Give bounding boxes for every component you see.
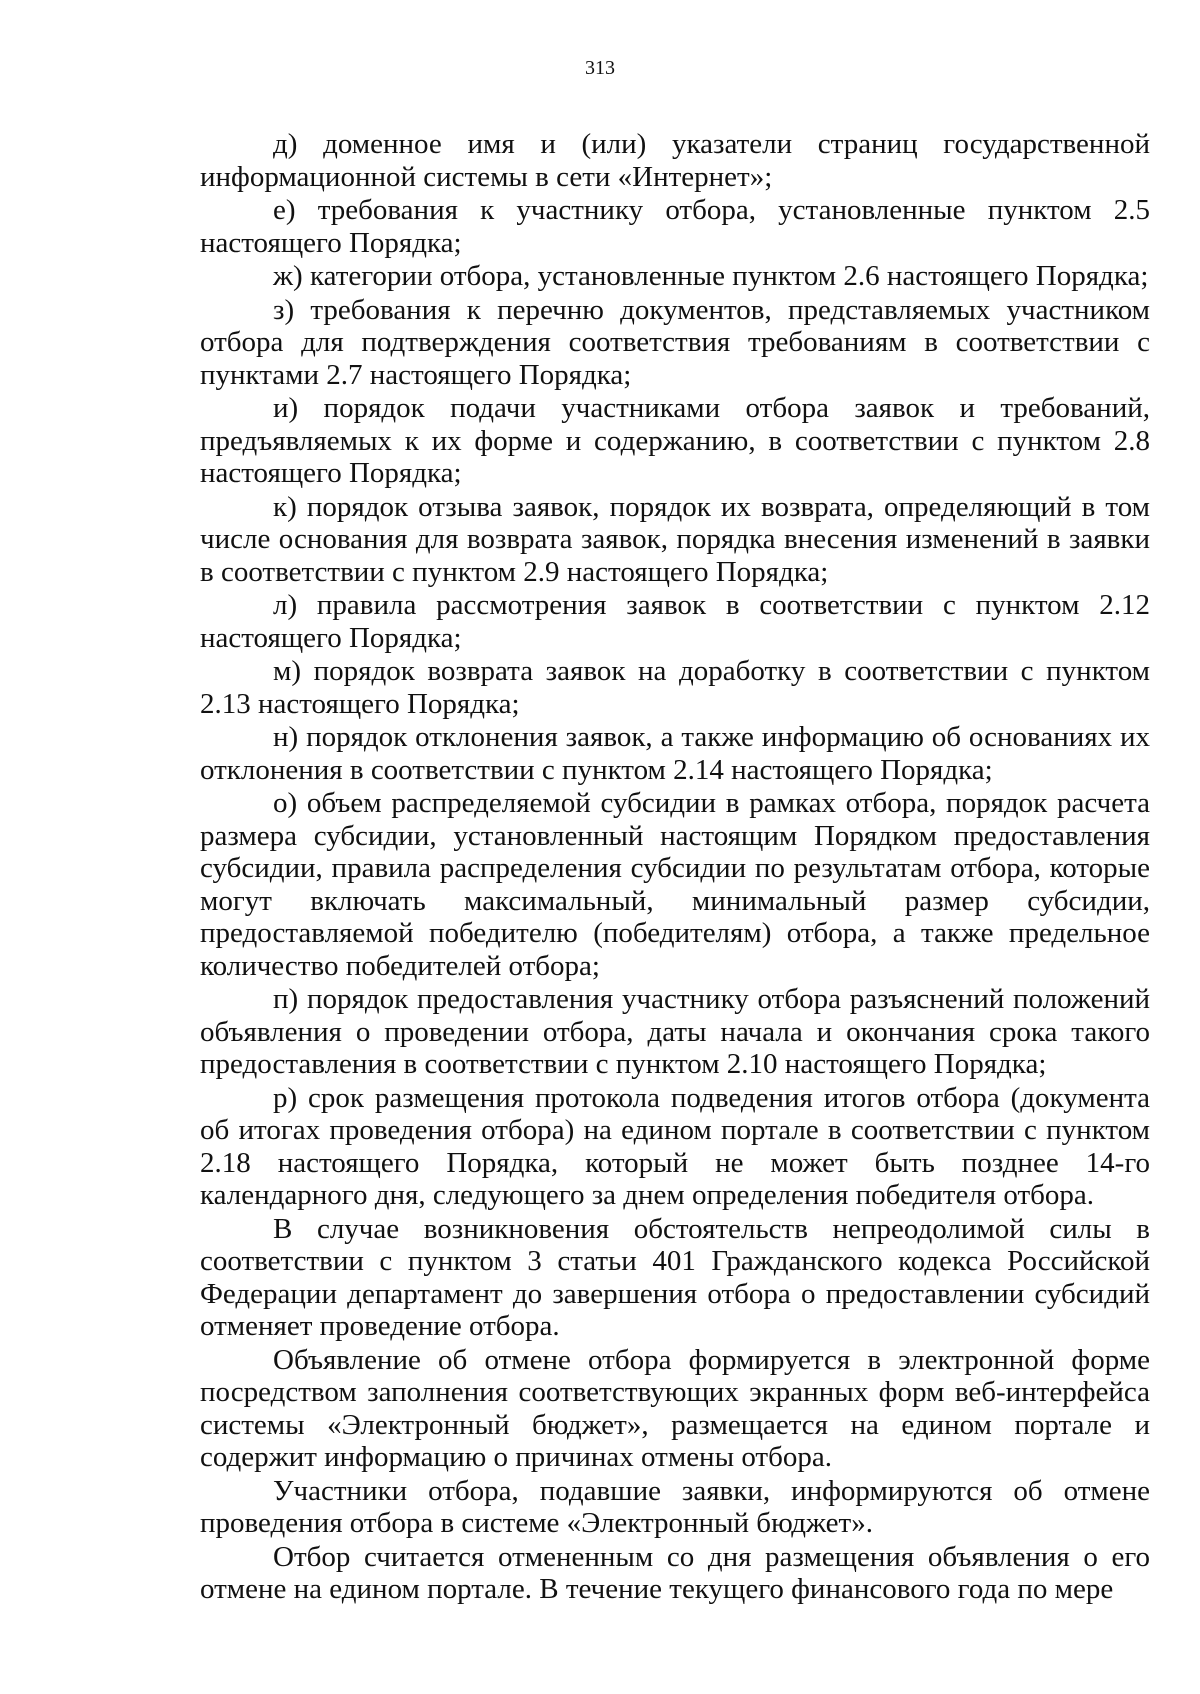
paragraph-r: р) срок размещения протокола подведения итогов отбора (документа об итогах проведения отбора) на едином портале в соответствии с пунктом 2.18 настоящего Порядка, который не может быть позднее 14-го календарного дня, следующего за днем определения победителя отбора. (200, 1081, 1150, 1211)
document-body (200, 128, 1150, 1607)
paragraph-l: л) правила рассмотрения заявок в соответствии с пунктом 2.12 настоящего Порядка; (200, 589, 1150, 654)
paragraph-d: д) доменное имя и (или) указатели страниц государственной информационной системы в сети «Интернет»; (200, 128, 1150, 193)
paragraph-cancellation-effective: Отбор считается отмененным со дня размещения объявления о его отмене на едином портале. В течение текущего финансового года по мере (200, 1540, 1150, 1605)
paragraph-m: м) порядок возврата заявок на доработку в соответствии с пунктом 2.13 настоящего Порядка; (200, 655, 1150, 720)
paragraph-e: е) требования к участнику отбора, установленные пунктом 2.5 настоящего Порядка; (200, 194, 1150, 259)
paragraph-zh: ж) категории отбора, установленные пунктом 2.6 настоящего Порядка; (273, 260, 1149, 292)
paragraph-participants-informed: Участники отбора, подавшие заявки, информируются об отмене проведения отбора в системе «Электронный бюджет». (200, 1474, 1150, 1539)
paragraph-n: н) порядок отклонения заявок, а также информацию об основаниях их отклонения в соответствии с пунктом 2.14 настоящего Порядка; (200, 721, 1150, 786)
paragraph-k: к) порядок отзыва заявок, порядок их возврата, определяющий в том числе основания для возврата заявок, порядка внесения изменений в заявки в соответствии с пунктом 2.9 настоящего Порядка; (200, 490, 1150, 588)
paragraph-i: и) порядок подачи участниками отбора заявок и требований, предъявляемых к их форме и содержанию, в соответствии с пунктом 2.8 настоящего Порядка; (200, 392, 1150, 489)
page-number: 313 (585, 57, 615, 79)
paragraph-p: п) порядок предоставления участнику отбора разъяснений положений объявления о проведении отбора, даты начала и окончания срока такого предоставления в соответствии с пунктом 2.10 настоящего Порядка; (200, 983, 1150, 1080)
paragraph-o: о) объем распределяемой субсидии в рамках отбора, порядок расчета размера субсидии, установленный настоящим Порядком предоставления субсидии, правила распределения субсидии по результатам отбора, которые могут включать максимальный, минимальный размер субсидии, предоставляемой победителю (победителям) отбора, а также предельное количество победителей отбора; (200, 787, 1150, 982)
paragraph-force-majeure: В случае возникновения обстоятельств непреодолимой силы в соответствии с пунктом 3 статьи 401 Гражданского кодекса Российской Федерации департамент до завершения отбора о предоставлении субсидий отменяет проведение отбора. (200, 1212, 1150, 1342)
paragraph-cancellation-notice: Объявление об отмене отбора формируется в электронной форме посредством заполнения соответствующих экранных форм веб-интерфейса системы «Электронный бюджет», размещается на едином портале и содержит информацию о причинах отмены отбора. (200, 1343, 1150, 1473)
paragraph-z: з) требования к перечню документов, представляемых участником отбора для подтверждения соответствия требованиям в соответствии с пунктами 2.7 настоящего Порядка; (200, 293, 1150, 391)
